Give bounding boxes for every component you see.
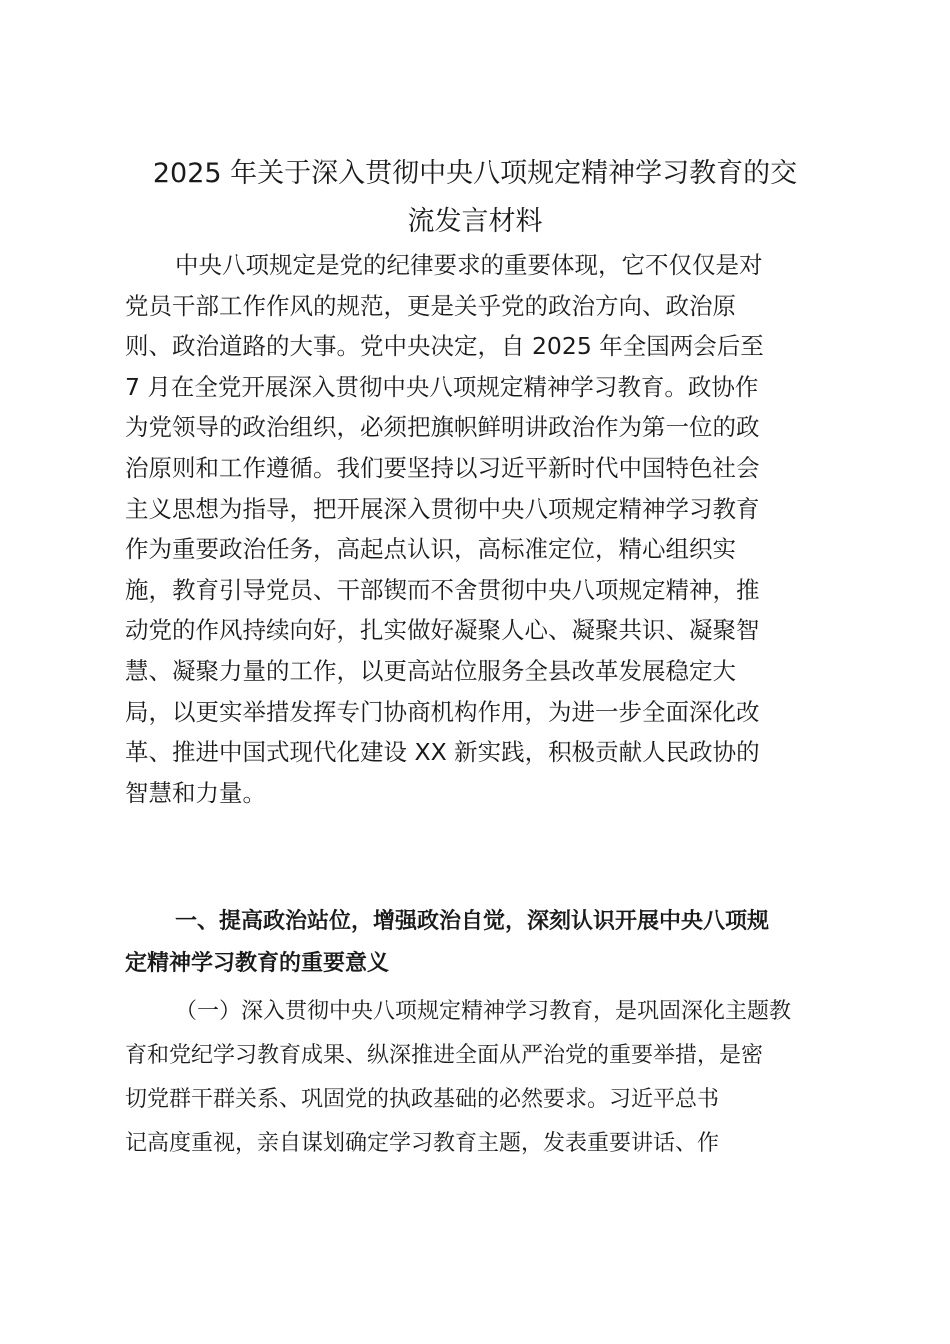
text-line: 7 月在全党开展深入贯彻中央八项规定精神学习教育。政协作 [125,372,759,401]
text-line: （一）深入贯彻中央八项规定精神学习教育，是巩固深化主题教 [175,999,792,1024]
text-line: 革、推进中国式现代化建设 XX 新实践，积极贡献人民政协的 [125,738,760,767]
text-line: 慧、凝聚力量的工作，以更高站位服务全县改革发展稳定大 [125,656,736,685]
intro-paragraph [125,245,830,813]
section-heading [125,901,830,985]
section-paragraph [125,990,830,1166]
text-line: 切党群干群关系、巩固党的执政基础的必然要求。习近平总书 [125,1087,720,1112]
text-line: 定精神学习教育的重要意义 [125,951,390,976]
text-line: 施，教育引导党员、干部锲而不舍贯彻中央八项规定精神，推 [125,575,760,604]
text-line: 记高度重视，亲自谋划确定学习教育主题，发表重要讲话、作 [125,1131,720,1156]
text-line: 智慧和力量。 [125,778,266,807]
text-line: 党员干部工作作风的规范，更是关乎党的政治方向、政治原 [125,291,736,320]
text-line: 育和党纪学习教育成果、纵深推进全面从严治党的重要举措，是密 [125,1043,764,1068]
title-line: 2025 年关于深入贯彻中央八项规定精神学习教育的交 [152,158,798,189]
text-line: 中央八项规定是党的纪律要求的重要体现，它不仅仅是对 [175,251,763,279]
text-line: 为党领导的政治组织，必须把旗帜鲜明讲政治作为第一位的政 [125,413,760,442]
text-line: 主义思想为指导，把开展深入贯彻中央八项规定精神学习教育 [125,494,760,523]
title-line: 流发言材料 [407,206,543,237]
text-line: 则、政治道路的大事。党中央决定，自 2025 年全国两会后至 [125,332,764,361]
text-line: 局，以更实举措发挥专门协商机构作用，为进一步全面深化改 [125,697,760,726]
text-line: 治原则和工作遵循。我们要坚持以习近平新时代中国特色社会 [125,453,760,482]
document-title [120,150,830,246]
text-line: 作为重要政治任务，高起点认识，高标准定位，精心组织实 [125,535,736,564]
text-line: 动党的作风持续向好，扎实做好凝聚人心、凝聚共识、凝聚智 [125,616,760,645]
text-line: 一、提高政治站位，增强政治自觉，深刻认识开展中央八项规 [175,909,770,934]
